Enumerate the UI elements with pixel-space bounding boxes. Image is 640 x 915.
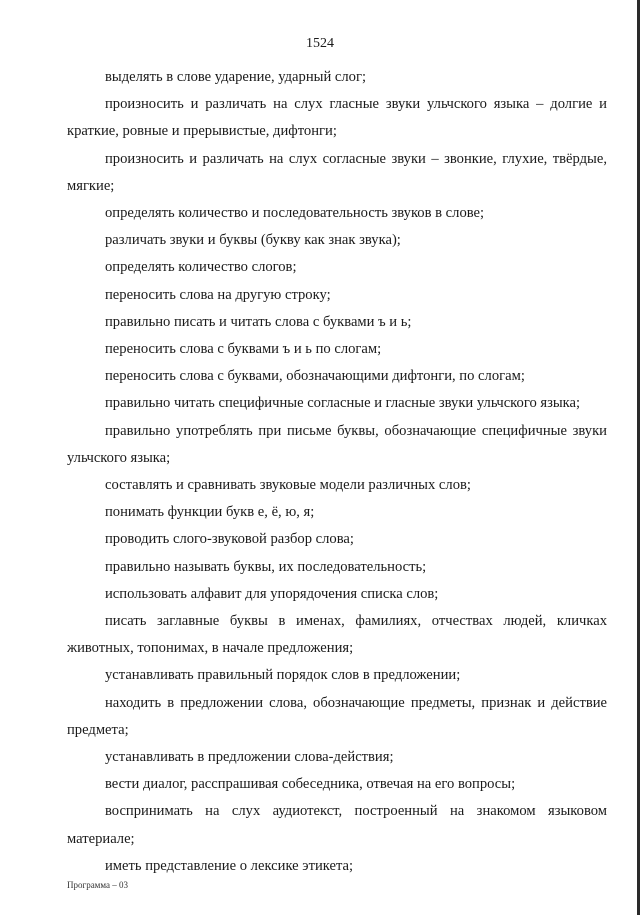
- paragraph: переносить слова на другую строку;: [105, 286, 331, 303]
- paragraph: определять количество слогов;: [105, 259, 297, 276]
- paragraph: правильно читать специфичные согласные и гласные звуки ульчского языка;: [105, 395, 581, 412]
- paragraph: правильно называть буквы, их последовательность;: [105, 558, 427, 575]
- body-text: [67, 64, 607, 880]
- paragraph: составлять и сравнивать звуковые модели различных слов;: [105, 477, 471, 494]
- paragraph: писать заглавные буквы в именах, фамилиях, отчествах людей, кличках животных, топонимах, в начале предложения;: [67, 613, 607, 657]
- paragraph: определять количество и последовательность звуков в слове;: [105, 205, 485, 222]
- paragraph: произносить и различать на слух гласные звуки ульчского языка – долгие и краткие, ровные и прерывистые, дифтонги;: [67, 96, 607, 140]
- paragraph: воспринимать на слух аудиотекст, построенный на знакомом языковом материале;: [67, 803, 607, 847]
- paragraph: устанавливать правильный порядок слов в предложении;: [105, 667, 461, 684]
- paragraph: переносить слова с буквами, обозначающими дифтонги, по слогам;: [105, 368, 525, 385]
- paragraph: переносить слова с буквами ъ и ь по слогам;: [105, 341, 382, 358]
- paragraph: находить в предложении слова, обозначающие предметы, признак и действие предмета;: [67, 694, 607, 738]
- footer-label: Программа – 03: [67, 880, 129, 890]
- paragraph: выделять в слове ударение, ударный слог;: [105, 69, 366, 85]
- paragraph: понимать функции букв е, ё, ю, я;: [105, 504, 315, 521]
- paragraph: правильно писать и читать слова с буквами ъ и ь;: [105, 313, 412, 330]
- paragraph: устанавливать в предложении слова-действия;: [105, 749, 394, 766]
- paragraph: произносить и различать на слух согласные звуки – звонкие, глухие, твёрдые, мягкие;: [67, 150, 607, 194]
- page-number: 1524: [306, 36, 334, 51]
- paragraph: различать звуки и буквы (букву как знак звука);: [105, 232, 401, 249]
- paragraph: проводить слого-звуковой разбор слова;: [105, 531, 354, 548]
- paragraph: иметь представление о лексике этикета;: [105, 857, 354, 874]
- paragraph: вести диалог, расспрашивая собеседника, отвечая на его вопросы;: [105, 776, 516, 793]
- paragraph: правильно употреблять при письме буквы, обозначающие специфичные звуки ульчского языка;: [67, 422, 607, 466]
- paragraph: использовать алфавит для упорядочения списка слов;: [105, 585, 439, 602]
